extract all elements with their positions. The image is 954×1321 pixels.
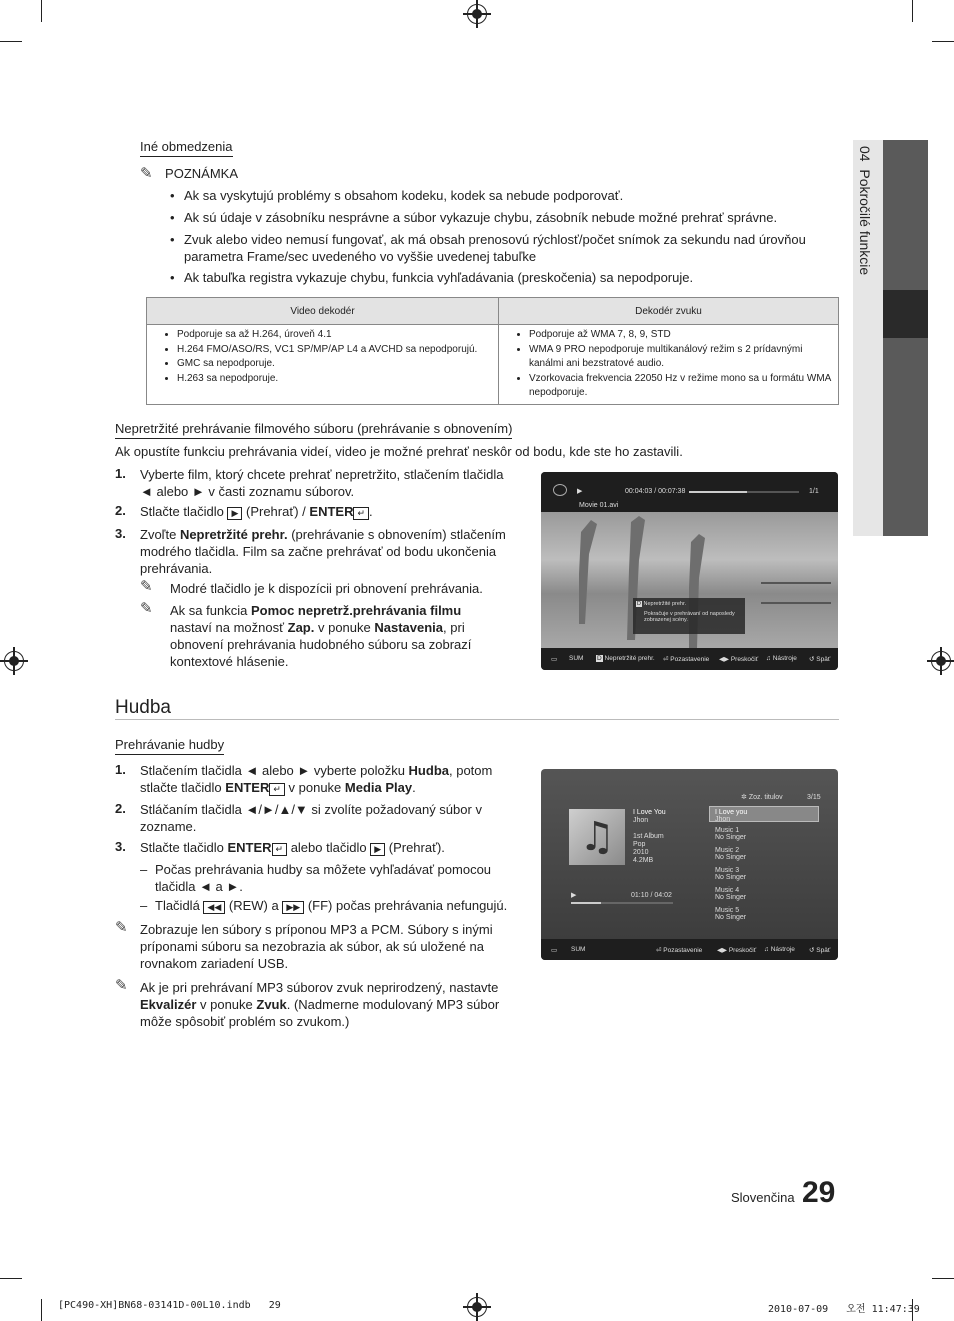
list-item: • WMA 9 PRO nepodporuje multikanálový režim s 2 prídavnými kanálmi ani bezstratové audio. [529,343,832,372]
usb-icon: ▭ [551,947,558,954]
list-item: Music 4 No Singer [715,887,747,901]
other-limits-heading: Iné obmedzenia [140,139,233,157]
list-item: • Vzorkovacia frekvencia 22050 Hz v režime mono sa u formátu WMA nepodporuje. [529,372,832,401]
codec-table [146,297,839,405]
page-number: 29 [802,1176,836,1209]
now-playing-title: I Love You [633,809,666,816]
blue-button-label: D Nepretržité prehr. [597,655,655,662]
chapter-title: 04 Pokročilé funkcie [857,146,873,276]
audio-decoder-header: Dekodér zvuku [499,298,839,325]
film-icon [553,484,567,496]
music-dash-1: Počas prehrávania hudby sa môžete vyhľadávať pomocou tlačidla ◄ a ►. [155,862,492,894]
list-item: I Love you Jhon [709,806,819,822]
play-icon: ▶ [571,892,577,899]
pause-label: ⏎ Pozastavenie [656,947,703,954]
skip-label: ◀▶ Preskočiť [719,656,759,663]
album: 1st Album [633,833,664,840]
pencil-icon: ✎ [115,976,128,994]
playback-time: 00:04:03 / 00:07:38 [625,488,686,495]
skip-label: ◀▶ Preskočiť [717,947,757,954]
music-control-bar: ▭ SUM ⏎ Pozastavenie ◀▶ Preskočiť ♫ Nástroje ↺ Späť [541,939,838,960]
registration-mark-right [931,651,951,671]
return-label: ↺ Späť [809,947,831,954]
registration-mark-bottom [467,1297,487,1317]
video-frame-giraffes [541,512,838,648]
chapter-side-tab [853,140,928,536]
enter-icon: ↵ [269,783,285,796]
resume-note-2: Ak sa funkcia Pomoc nepretrž.prehrávania filmu nastaví na možnosť Zap. v ponuke Nastavenia, pri obnovení prehrávania hudobného súboru sa zobrazí kontextové hlásenie. [170,603,472,669]
music-step-2: Stláčaním tlačidla ◄/►/▲/▼ si zvolíte požadovaný súbor v zozname. [140,802,482,834]
music-player-screenshot [541,769,838,960]
now-playing-artist: Jhon [633,817,649,824]
pencil-icon: ✎ [140,599,153,617]
list-item: • H.263 sa nepodporuje. [177,372,492,387]
tools-label: ♫ Nástroje [766,655,797,662]
limit-bullet: • Ak sa vyskytujú problémy s obsahom kodeku, kodek sa nebude podporovať. [184,187,834,204]
resume-step-1: Vyberte film, ktorý chcete prehrať nepretržito, stlačením tlačidla ◄ alebo ► v časti zoznamu súborov. [140,467,504,499]
year: 2010 [633,849,649,856]
resume-intro: Ak opustíte funkciu prehrávania videí, video je možné prehrať neskôr od bodu, kde ste ho zastavili. [115,444,683,459]
video-decoder-cell [147,325,499,405]
limit-bullet: • Ak tabuľka registra vykazuje chybu, funkcia vyhľadávania (preskočenia) sa nepodporuje. [184,269,834,286]
rewind-icon: ◀◀ [203,901,225,914]
d-button-icon: D [637,601,641,607]
file-name: Movie 01.avi [579,502,619,509]
music-section-title: Hudba [115,697,171,718]
tools-label: ♫ Nástroje [764,946,795,953]
resume-step-2: Stlačte tlačidlo ▶ (Prehrať) / ENTER ↵ . [140,504,373,519]
enter-icon: ↵ [353,507,369,520]
registration-mark-top [467,4,487,24]
resume-step-3: Zvoľte Nepretržité prehr. (prehrávanie s obnovením) stlačením modrého tlačidla. Film sa začne prehrávať od bodu ukončenia prehrávania. [140,527,506,576]
resume-heading: Nepretržité prehrávanie filmového súboru (prehrávanie s obnovením) [115,421,512,439]
audio-decoder-cell [499,325,839,405]
list-item: Music 1 No Singer [715,827,747,841]
resume-popup: D Nepretržité prehr. Pokračuje v prehrávaní od naposledy zobrazenej scény. [633,598,745,634]
registration-mark-left [4,651,24,671]
enter-icon: ↵ [272,843,288,856]
music-note-1: Zobrazuje len súbory s príponou MP3 a PCM. Súbory s inými príponami súboru sa nezobrazia ak súbor, ak sú uložené na rovnakom zariadení USB. [140,922,493,971]
list-item: Music 5 No Singer [715,907,747,921]
limit-bullet: • Ak sú údaje v zásobníku nesprávne a súbor vykazuje chybu, zásobník nebude možné prehrať správne. [184,209,834,226]
pencil-icon: ✎ [115,918,128,936]
play-icon: ▶ [370,843,385,856]
print-file-info: [PC490-XH]BN68-03141D-00L10.indb 29 [58,1300,281,1311]
music-dash-2: Tlačidlá ◀◀ (REW) a ▶▶ (FF) počas prehrávania nefungujú. [155,898,508,913]
print-date: 2010-07-09 오전 11:47:39 [768,1304,920,1315]
sort-label: ✲ Zoz. titulov [741,794,783,801]
playback-time: 01:10 / 04:02 [631,892,672,899]
list-item: Music 3 No Singer [715,867,747,881]
file-count: 1/1 [809,488,819,495]
usb-icon: ▭ [551,656,558,663]
music-note-2: Ak je pri prehrávaní MP3 súborov zvuk neprirodzený, nastavte Ekvalizér v ponuke Zvuk. (Nadmerne modulovaný MP3 súbor môže spôsobiť problém so zvukom.) [140,980,500,1029]
music-step-1: Stlačením tlačidla ◄ alebo ► vyberte položku Hudba, potom stlačte tlačidlo ENTER ↵ v ponuke Media Play. [140,763,493,795]
resume-note-1: Modré tlačidlo je k dispozícii pri obnovení prehrávania. [170,581,483,596]
list-item: • GMC sa nepodporuje. [177,357,492,372]
list-item: • Podporuje až WMA 7, 8, 9, STD [529,328,832,343]
note-label: POZNÁMKA [165,166,238,181]
progress-bar [689,491,799,493]
video-decoder-header: Video dekodér [147,298,499,325]
progress-bar [571,902,673,904]
play-icon: ▶ [227,507,242,520]
pencil-icon: ✎ [140,577,153,595]
section-divider [115,719,839,720]
file-size: 4.2MB [633,857,654,864]
fast-forward-icon: ▶▶ [282,901,304,914]
list-item: • H.264 FMO/ASO/RS, VC1 SP/MP/AP L4 a AVCHD sa nepodporujú. [177,343,492,358]
play-icon: ▶ [577,488,583,495]
music-step-3: Stlačte tlačidlo ENTER ↵ alebo tlačidlo ▶ (Prehrať). [140,840,445,855]
list-item: • Podporuje sa až H.264, úroveň 4.1 [177,328,492,343]
video-player-screenshot [541,472,838,670]
genre: Pop [633,841,646,848]
music-heading: Prehrávanie hudby [115,737,224,755]
limit-bullet: • Zvuk alebo video nemusí fungovať, ak má obsah prenosovú rýchlosť/počet snímok za sekundu nad úrovňou parametra Frame/sec uvedeného vo vyššie uvedenej tabuľke [184,231,824,265]
video-control-bar: ▭ SUM D Nepretržité prehr. ⏎ Pozastavenie ◀▶ Preskočiť ♫ Nástroje ↺ Späť [541,648,838,670]
track-list [709,806,819,926]
pause-label: ⏎ Pozastavenie [663,656,710,663]
pencil-icon: ✎ [140,164,153,182]
track-count: 3/15 [807,794,821,801]
album-art: ♫ [569,809,625,865]
note-block [140,164,238,183]
footer-language: Slovenčina [731,1190,795,1205]
list-item: Music 2 No Singer [715,847,747,861]
return-label: ↺ Späť [809,656,831,663]
